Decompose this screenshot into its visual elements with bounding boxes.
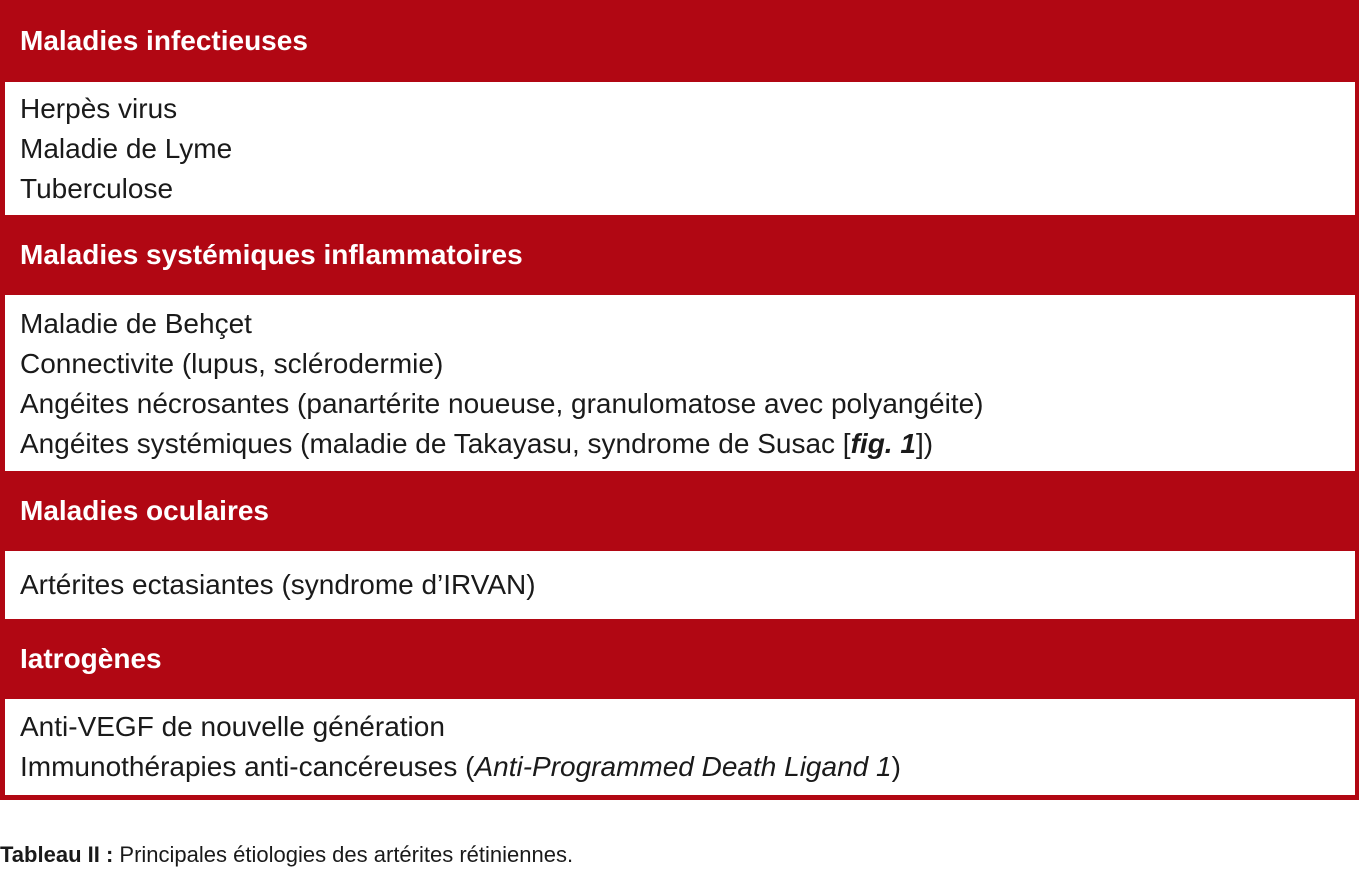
list-item: Angéites nécrosantes (panartérite noueuse, granulomatose avec polyangéite) xyxy=(20,388,984,419)
list-item xyxy=(20,747,1355,787)
section-body-infectious xyxy=(5,82,1355,215)
section-header-iatrogenic xyxy=(0,619,1359,699)
list-item: Maladie de Lyme xyxy=(20,133,233,164)
section-body-ocular xyxy=(5,551,1355,619)
list-item xyxy=(20,424,1355,464)
section-title: Maladies infectieuses xyxy=(20,25,308,56)
figure-reference: fig. 1 xyxy=(850,428,916,459)
list-item: Artérites ectasiantes (syndrome d’IRVAN) xyxy=(20,569,536,600)
item-italic-text: Anti-Programmed Death Ligand 1 xyxy=(474,751,892,782)
section-body-systemic xyxy=(5,295,1355,471)
item-text: ) xyxy=(891,751,901,782)
caption-text: Principales étiologies des artérites rétiniennes. xyxy=(113,842,574,867)
list-item: Anti-VEGF de nouvelle génération xyxy=(20,711,445,742)
list-item: Maladie de Behçet xyxy=(20,308,252,339)
section-title: Iatrogènes xyxy=(20,643,162,674)
section-title: Maladies systémiques inflammatoires xyxy=(20,239,523,270)
section-header-systemic xyxy=(0,215,1359,295)
list-item: Connectivite (lupus, sclérodermie) xyxy=(20,348,444,379)
section-header-ocular xyxy=(0,471,1359,551)
section-header-infectious xyxy=(0,0,1359,82)
list-item: Herpès virus xyxy=(20,93,178,124)
list-item: Tuberculose xyxy=(20,173,174,204)
caption-label: Tableau II : xyxy=(0,842,114,867)
item-text: Angéites systémiques (maladie de Takayasu, syndrome de Susac [ xyxy=(20,428,851,459)
table-caption xyxy=(0,842,573,868)
item-text: ]) xyxy=(915,428,934,459)
item-text: Immunothérapies anti-cancéreuses ( xyxy=(20,751,475,782)
section-title: Maladies oculaires xyxy=(20,495,270,526)
section-body-iatrogenic xyxy=(5,699,1355,795)
